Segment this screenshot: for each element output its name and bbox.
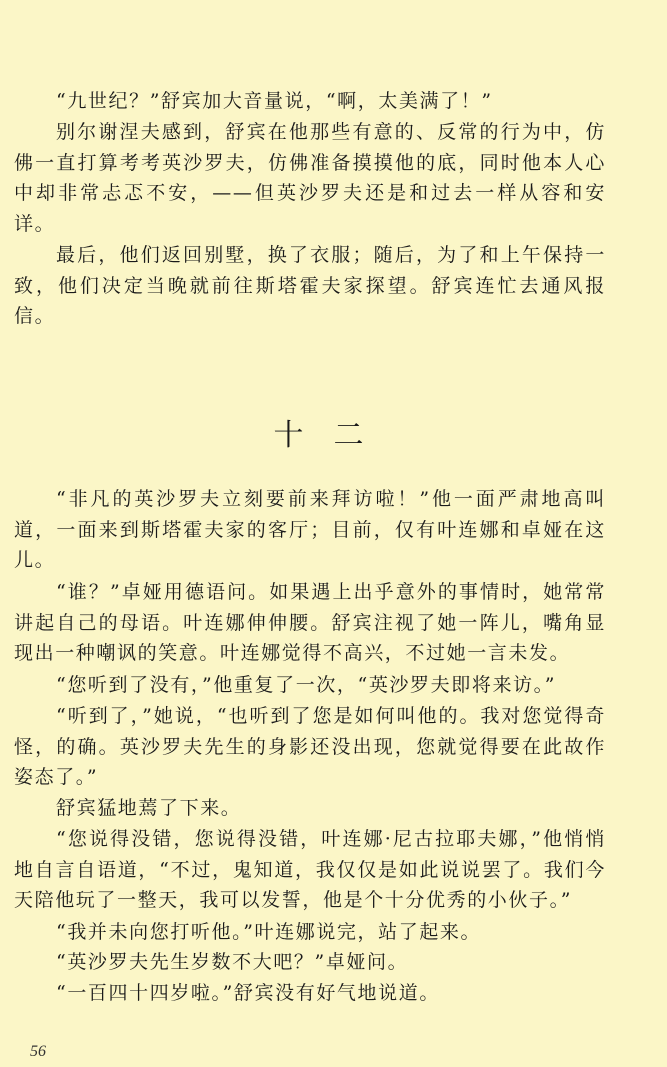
paragraph: 舒宾猛地蔫了下来。 [56, 797, 242, 819]
paragraph: “您说得没错，您说得没错，叶连娜·尼古拉耶夫娜，”他悄悄地自言自语道，“不过，鬼知道，我仅仅是如此说说罢了。我们今天陪他玩了一整天，我可以发誓，他是个十分优秀的小伙子。” [14, 828, 606, 912]
page-number: 56 [30, 1043, 46, 1060]
paragraph: “听到了，”她说，“也听到了您是如何叫他的。我对您觉得奇怪，的确。英沙罗夫先生的身影还没出现，您就觉得要在此故作姿态了。” [14, 705, 606, 789]
chapter-title: 十二 [273, 418, 394, 453]
paragraph: “英沙罗夫先生岁数不大吧？”卓娅问。 [56, 951, 409, 973]
paragraph: “非凡的英沙罗夫立刻要前来拜访啦！”他一面严肃地高叫道，一面来到斯塔霍夫家的客厅；目前，仅有叶连娜和卓娅在这儿。 [14, 488, 606, 572]
paragraph: “我并未向您打听他。”叶连娜说完，站了起来。 [56, 921, 482, 943]
paragraph: “谁？”卓娅用德语问。如果遇上出乎意外的事情时，她常常讲起自己的母语。叶连娜伸伸腰。舒宾注视了她一阵儿，嘴角显现出一种嘲讽的笑意。叶连娜觉得不高兴，不过她一言未发。 [14, 581, 606, 665]
paragraph: “九世纪？”舒宾加大音量说，“啊，太美满了！” [56, 90, 493, 112]
paragraph: 别尔谢涅夫感到，舒宾在他那些有意的、反常的行为中，仿佛一直打算考考英沙罗夫，仿佛准备摸摸他的底，同时他本人心中却非常忐忑不安，——但英沙罗夫还是和过去一样从容和安详。 [14, 121, 606, 235]
paragraph: 最后，他们返回别墅，换了衣服；随后，为了和上午保持一致，他们决定当晚就前往斯塔霍夫家探望。舒宾连忙去通风报信。 [14, 244, 606, 328]
paragraph: “您听到了没有，”他重复了一次，“英沙罗夫即将来访。” [56, 674, 557, 696]
paragraph: “一百四十四岁啦。”舒宾没有好气地说道。 [56, 982, 440, 1004]
